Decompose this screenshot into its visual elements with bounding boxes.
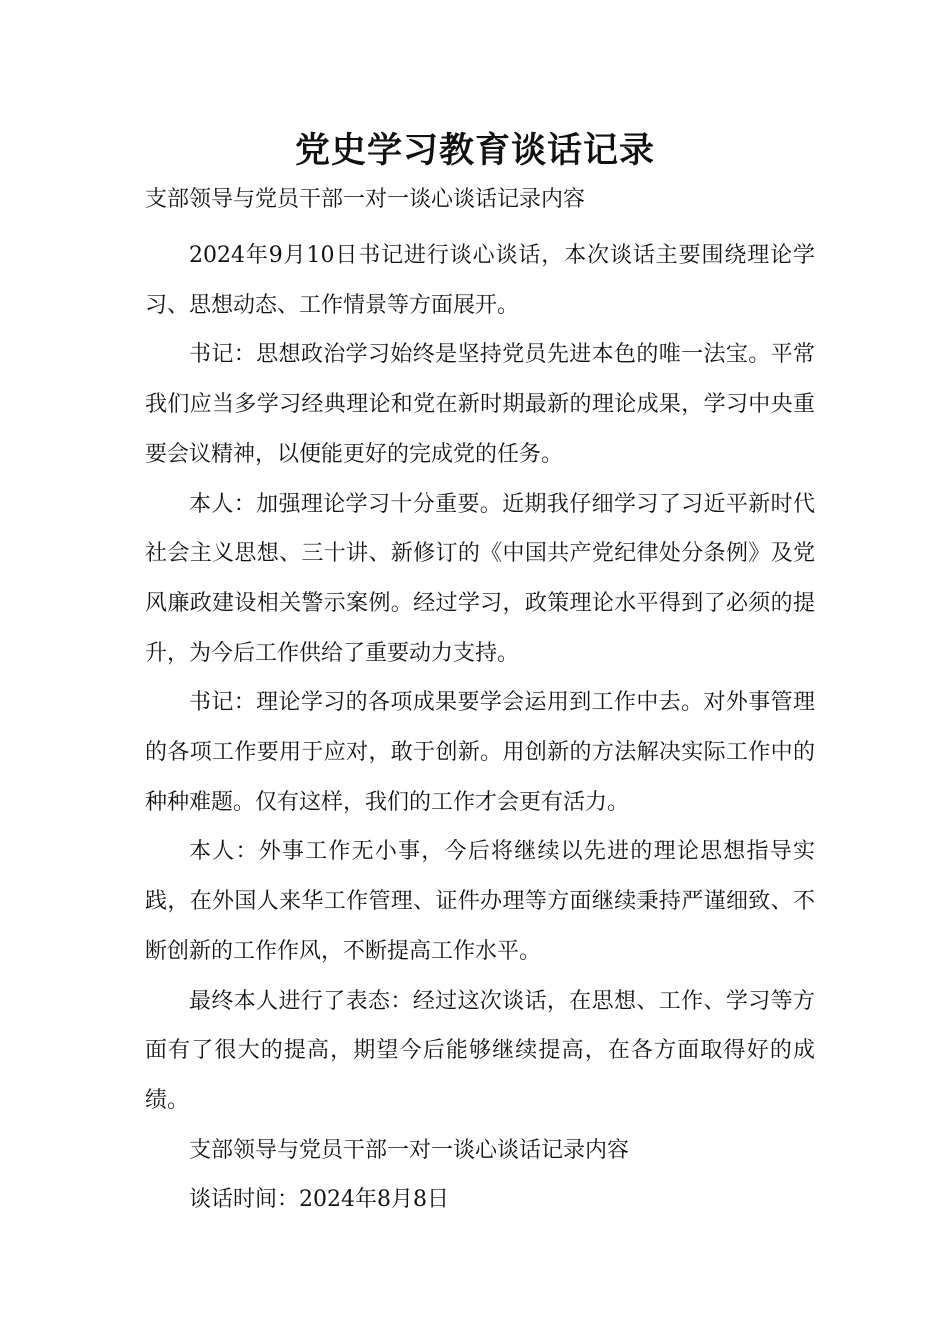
paragraph-secretary-2: 书记：理论学习的各项成果要学会运用到工作中去。对外事管理的各项工作要用于应对，敢于创新。用创新的方法解决实际工作中的种种难题。仅有这样，我们的工作才会更有活力。 [145,690,815,815]
paragraph-conclusion: 最终本人进行了表态：经过这次谈话，在思想、工作、学习等方面有了很大的提高，期望今后能够继续提高，在各方面取得好的成绩。 [145,988,815,1113]
document-body [145,231,815,1225]
paragraph-intro: 2024年9月10日书记进行谈心谈话，本次谈话主要围绕理论学习、思想动态、工作情景等方面展开。 [145,243,815,318]
paragraph-secretary-1: 书记：思想政治学习始终是坚持党员先进本色的唯一法宝。平常我们应当多学习经典理论和党在新时期最新的理论成果，学习中央重要会议精神，以便能更好的完成党的任务。 [145,342,815,467]
talk-time: 谈话时间：2024年8月8日 [189,1187,449,1213]
paragraph-self-1: 本人：加强理论学习十分重要。近期我仔细学习了习近平新时代社会主义思想、三十讲、新修订的《中国共产党纪律处分条例》及党风廉政建设相关警示案例。经过学习，政策理论水平得到了必须的提升，为今后工作供给了重要动力支持。 [145,491,815,666]
section-heading: 支部领导与党员干部一对一谈心谈话记录内容 [189,1137,630,1163]
document-subtitle: 支部领导与党员干部一对一谈心谈话记录内容 [145,187,586,212]
paragraph-self-2: 本人：外事工作无小事，今后将继续以先进的理论思想指导实践，在外国人来华工作管理、证件办理等方面继续秉持严谨细致、不断创新的工作作风，不断提高工作水平。 [145,839,815,964]
document-title: 党史学习教育谈话记录 [294,131,655,171]
